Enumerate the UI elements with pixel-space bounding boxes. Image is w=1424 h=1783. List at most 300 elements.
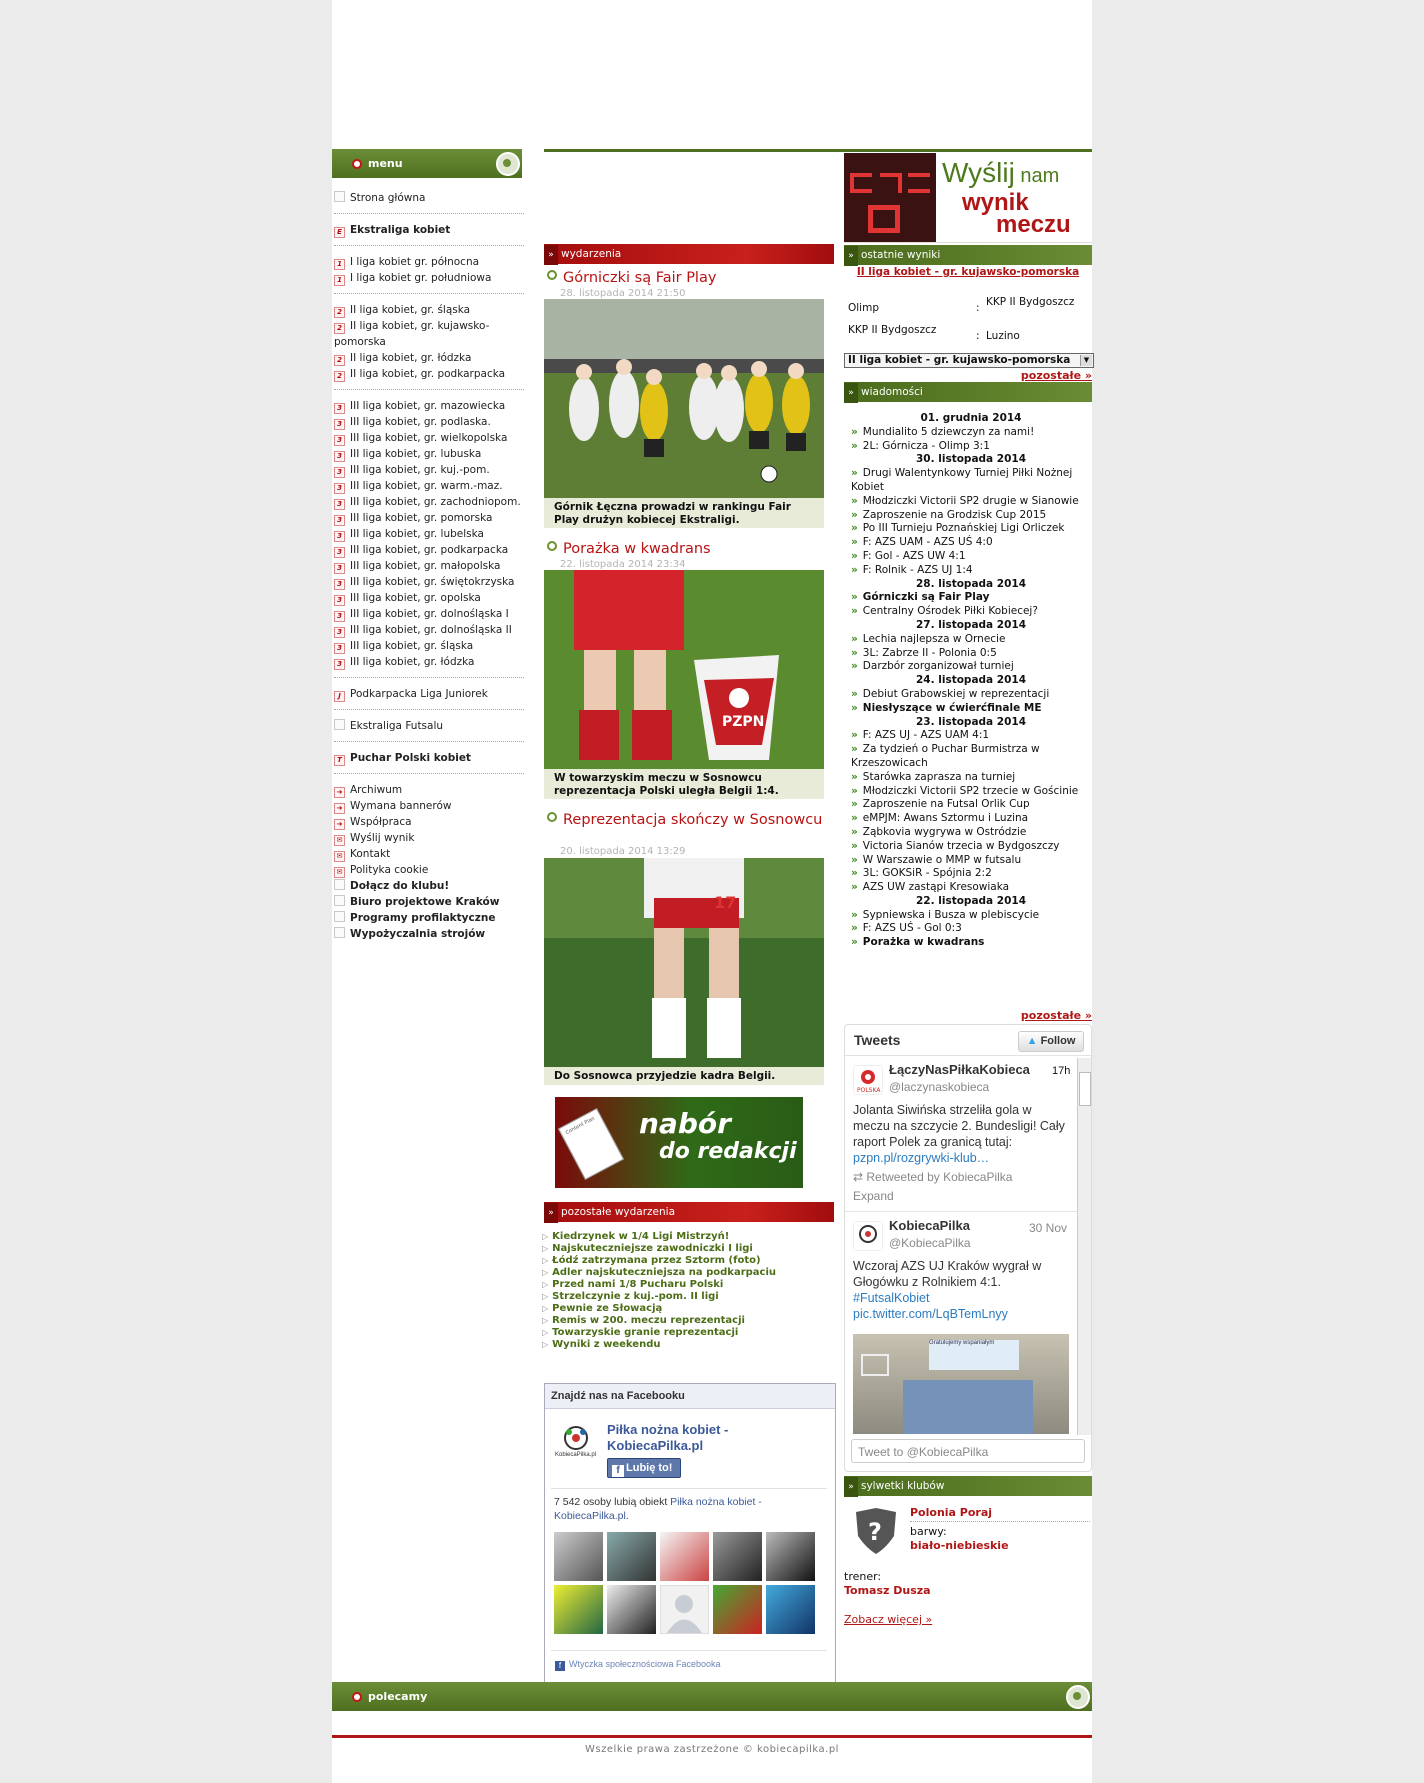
league-1-icon: 1	[334, 259, 345, 270]
kobiecapilka-logo: KobiecaPilka.pl	[557, 1422, 595, 1464]
other-event-link[interactable]: ▷ Wyniki z weekendu	[542, 1339, 776, 1351]
tweet-handle[interactable]: @KobiecaPilka	[889, 1236, 971, 1250]
news-link[interactable]: » Victoria Sianów trzecia w Bydgoszczy	[851, 840, 1091, 854]
event-image-2[interactable]	[544, 570, 824, 769]
news-link[interactable]: » W Warszawie o MMP w futsalu	[851, 854, 1091, 868]
tweet-text	[853, 1102, 1069, 1166]
news-link[interactable]: » Zaproszenie na Grodzisk Cup 2015	[851, 509, 1091, 523]
news-header: » wiadomości	[844, 382, 1092, 402]
divider	[544, 149, 1092, 152]
news-link[interactable]: » Górniczki są Fair Play	[851, 591, 1091, 605]
league-3-icon: 3	[334, 419, 345, 430]
facebook-like-label: Lubię to!	[626, 1462, 673, 1474]
page-icon	[334, 191, 345, 202]
news-link[interactable]: » F: AZS UŚ - Gol 0:3	[851, 922, 1091, 936]
league-2-icon: 2	[334, 371, 345, 382]
club-name[interactable]: Polonia Poraj	[910, 1506, 993, 1519]
bullet-icon	[352, 1692, 362, 1702]
facebook-header: Znajdź nas na Facebooku	[545, 1384, 835, 1409]
banner-line-1: nabór	[639, 1107, 731, 1140]
menu-item[interactable]	[334, 190, 524, 206]
menu-item[interactable]	[334, 558, 524, 574]
results-header: » ostatnie wyniki	[844, 245, 1092, 265]
fan-avatar[interactable]	[660, 1585, 709, 1634]
scroll-thumb[interactable]	[1079, 1072, 1091, 1106]
tweet-expand-link[interactable]: Expand	[853, 1189, 894, 1203]
news-header-label: wiadomości	[861, 386, 923, 398]
league-3-icon: 3	[334, 467, 345, 478]
menu-item[interactable]	[334, 222, 524, 238]
menu-item[interactable]	[334, 926, 524, 942]
news-link[interactable]: » Młodziczki Victorii SP2 trzecie w Gościnie	[851, 785, 1091, 799]
facebook-f-icon: f	[612, 1465, 624, 1477]
led-scoreboard-icon	[844, 153, 936, 242]
menu-item[interactable]	[334, 894, 524, 910]
menu-item[interactable]	[334, 750, 524, 766]
menu-item-label: Ekstraliga kobiet	[350, 224, 451, 236]
menu-item[interactable]	[334, 462, 524, 478]
count-suffix: .	[625, 1510, 629, 1522]
news-date: 01. grudnia 2014	[920, 412, 1022, 424]
event-title-text: Górniczki są Fair Play	[563, 270, 717, 286]
results-header-label: ostatnie wyniki	[861, 249, 941, 261]
news-link[interactable]: » Starówka zaprasza na turniej	[851, 771, 1091, 785]
league-1-icon: 1	[334, 275, 345, 286]
svg-text:17: 17	[714, 893, 737, 912]
fans-grid	[554, 1532, 830, 1636]
event-title-text: Reprezentacja skończy w Sosnowcu	[563, 812, 823, 828]
menu-item[interactable]	[334, 686, 524, 702]
news-link[interactable]: » Debiut Grabowskiej w reprezentacji	[851, 688, 1091, 702]
page-icon	[334, 895, 345, 906]
fan-avatar[interactable]	[554, 1532, 603, 1581]
footer-line	[332, 1735, 1092, 1738]
news-link[interactable]: » Za tydzień o Puchar Burmistrza w Krzeszowicach	[851, 743, 1091, 771]
divider	[334, 677, 524, 678]
chevron-down-icon: ▼	[1080, 355, 1092, 366]
other-event-link[interactable]: ▷ Łódź zatrzymana przez Sztorm (foto)	[542, 1255, 776, 1267]
fan-avatar[interactable]	[713, 1532, 762, 1581]
result-home: KKP II Bydgoszcz	[848, 324, 937, 336]
menu-item-label: Dołącz do klubu!	[350, 880, 450, 892]
tweet-hashtag[interactable]: #FutsalKobiet	[853, 1291, 930, 1305]
league-3-icon: 3	[334, 515, 345, 526]
menu-item[interactable]	[334, 782, 524, 798]
menu-item-label: Puchar Polski kobiet	[350, 752, 471, 764]
league-3-icon: 3	[334, 403, 345, 414]
send-result-banner[interactable]	[844, 153, 1092, 243]
tweet-time[interactable]: 30 Nov	[1029, 1221, 1068, 1235]
players-photo	[544, 299, 824, 498]
tweet-link[interactable]: pzpn.pl/rozgrywki-klub…	[853, 1151, 990, 1165]
book-icon: Content Plan	[558, 1108, 624, 1180]
menu-item[interactable]	[334, 542, 524, 558]
fan-avatar[interactable]	[554, 1585, 603, 1634]
news-link[interactable]: » Porażka w kwadrans	[851, 936, 1091, 950]
tweet-photo[interactable]	[853, 1334, 1069, 1434]
events-header-label: wydarzenia	[561, 248, 622, 260]
result-away: KKP II Bydgoszcz	[986, 296, 1075, 308]
news-date: 27. listopada 2014	[915, 618, 1027, 631]
news-link[interactable]: » Mundialito 5 dziewczyn za nami!	[851, 426, 1091, 440]
event-title-3[interactable]	[547, 812, 827, 829]
menu-item-label: III liga kobiet, gr. podkarpacka	[350, 544, 509, 556]
menu-item-label: Polityka cookie	[350, 864, 429, 876]
club-crest-icon[interactable]	[854, 1508, 898, 1554]
menu-item-label: Podkarpacka Liga Juniorek	[350, 688, 488, 700]
other-event-link[interactable]: ▷ Remis w 200. meczu reprezentacji	[542, 1315, 776, 1327]
menu-item[interactable]	[334, 446, 524, 462]
tweet-time[interactable]: 17h	[1052, 1065, 1071, 1077]
event-image-3[interactable]	[544, 858, 824, 1067]
menu-item-label: III liga kobiet, gr. pomorska	[350, 512, 493, 524]
follow-label: Follow	[1040, 1035, 1076, 1047]
menu-item-label: Kontakt	[350, 848, 391, 860]
league-3-icon: 3	[334, 435, 345, 446]
arrow-icon: ➜	[334, 803, 345, 814]
menu-item-label: I liga kobiet gr. północna	[350, 256, 480, 268]
twitter-scrollbar[interactable]	[1077, 1058, 1091, 1435]
other-event-link[interactable]: ▷ Strzelczynie z kuj.-pom. II ligi	[542, 1291, 776, 1303]
menu-item[interactable]	[334, 526, 524, 542]
result-sep: :	[976, 330, 980, 342]
facebook-likes-count	[554, 1495, 824, 1523]
league-3-icon: 3	[334, 611, 345, 622]
menu-item[interactable]	[334, 430, 524, 446]
count-prefix: 7 542 osoby lubią obiekt	[554, 1496, 671, 1508]
tweet-handle[interactable]: @laczynaskobieca	[889, 1080, 990, 1094]
menu-item-label: III liga kobiet, gr. dolnośląska I	[350, 608, 509, 620]
menu-item-label: III liga kobiet, gr. zachodniopom.	[350, 496, 521, 508]
menu-item-label: III liga kobiet, gr. podlaska.	[350, 416, 491, 428]
menu-item[interactable]	[334, 414, 524, 430]
event-date-3: 20. listopada 2014 13:29	[560, 846, 686, 857]
recruitment-banner[interactable]	[555, 1097, 803, 1188]
menu-header	[332, 149, 522, 178]
league-2-icon: 2	[334, 323, 345, 334]
news-date: 23. listopada 2014	[915, 715, 1027, 728]
menu-item[interactable]	[334, 590, 524, 606]
news-date: 28. listopada 2014	[915, 577, 1027, 590]
divider	[334, 213, 524, 214]
menu-item-label: I liga kobiet gr. południowa	[350, 272, 492, 284]
arrow-icon: ➜	[334, 787, 345, 798]
menu-item[interactable]	[334, 270, 524, 286]
menu-item-label: III liga kobiet, gr. małopolska	[350, 560, 501, 572]
facebook-f-icon: f	[555, 1661, 565, 1671]
divider	[551, 1650, 827, 1651]
menu-item-label: III liga kobiet, gr. wielkopolska	[350, 432, 508, 444]
menu-item[interactable]	[334, 574, 524, 590]
banner-meczu-word: meczu	[996, 211, 1071, 238]
divider	[551, 1488, 827, 1489]
twitter-follow-button[interactable]	[1018, 1031, 1084, 1052]
tweet-author[interactable]: ŁączyNasPiłkaKobieca	[889, 1062, 1030, 1077]
menu-item[interactable]	[334, 814, 524, 830]
svg-text:?: ?	[868, 1518, 882, 1546]
league-3-icon: 3	[334, 659, 345, 670]
menu-item-label: Programy profilaktyczne	[350, 912, 496, 924]
menu-item-label: Strona główna	[350, 192, 426, 204]
tweet-body: Jolanta Siwińska strzeliła gola w meczu na szczycie 2. Bundesligi! Cały raport Polek za granicą tutaj:	[853, 1103, 1065, 1149]
player-photo	[544, 858, 824, 1067]
event-title-text: Porażka w kwadrans	[563, 541, 711, 557]
page-icon	[334, 719, 345, 730]
footer-text: Wszelkie prawa zastrzeżone © kobiecapilka.pl	[585, 1744, 839, 1755]
divider	[334, 741, 524, 742]
line1b: nam	[1020, 165, 1060, 187]
other-event-link[interactable]: ▷ Adler najskuteczniejsza na podkarpaciu	[542, 1267, 776, 1279]
league-3-icon: 3	[334, 643, 345, 654]
tweet-body: Wczoraj AZS UJ Kraków wygrał w Głogówku z Rolnikiem 4:1.	[853, 1259, 1042, 1289]
divider	[334, 245, 524, 246]
pennant-photo	[544, 570, 824, 769]
twitter-title: Tweets	[854, 1032, 901, 1048]
arrow-icon: ➜	[334, 819, 345, 830]
menu-item[interactable]	[334, 862, 524, 878]
mail-icon: ✉	[334, 867, 345, 878]
fan-avatar[interactable]	[766, 1585, 815, 1634]
menu-item-label: III liga kobiet, gr. opolska	[350, 592, 481, 604]
league-3-icon: 3	[334, 499, 345, 510]
svg-text:POLSKA: POLSKA	[857, 1087, 881, 1094]
league-3-icon: 3	[334, 579, 345, 590]
club-header: » sylwetki klubów	[844, 1476, 1092, 1496]
menu-item[interactable]	[334, 494, 524, 510]
menu-item[interactable]	[334, 910, 524, 926]
facebook-page-name[interactable]: Piłka nożna kobiet - KobiecaPilka.pl	[607, 1422, 729, 1453]
divider	[334, 293, 524, 294]
twitter-bird-icon: ▲	[1026, 1035, 1041, 1047]
news-more-link[interactable]: pozostałe »	[1020, 1009, 1092, 1022]
menu-item-label: II liga kobiet, gr. kujawsko-pomorska	[334, 320, 490, 348]
other-event-link[interactable]: ▷ Najskuteczniejsze zawodniczki I ligi	[542, 1243, 776, 1255]
menu-item[interactable]	[334, 350, 524, 366]
menu-item[interactable]	[334, 254, 524, 270]
tweet-author[interactable]: KobiecaPilka	[889, 1218, 970, 1233]
league-3-icon: 3	[334, 563, 345, 574]
bullet-icon	[547, 541, 557, 551]
swirl-icon	[1066, 1685, 1090, 1709]
menu-item[interactable]	[334, 798, 524, 814]
news-link[interactable]: » eMPJM: Awans Sztormu i Luzina	[851, 812, 1091, 826]
menu-item-label: II liga kobiet, gr. śląska	[350, 304, 471, 316]
menu-item-label: Współpraca	[350, 816, 412, 828]
fan-avatar[interactable]	[607, 1585, 656, 1634]
event-title-1[interactable]	[547, 270, 716, 286]
menu-item-label: II liga kobiet, gr. łódzka	[350, 352, 472, 364]
result-sep: :	[976, 302, 980, 314]
recommended-title: polecamy	[368, 1690, 428, 1703]
league-E-icon: E	[334, 227, 345, 238]
league-select[interactable]	[844, 353, 1094, 368]
divider	[334, 773, 524, 774]
league-3-icon: 3	[334, 483, 345, 494]
tweet-retweet	[853, 1170, 1012, 1184]
news-link[interactable]: » F: AZS UJ - AZS UAM 4:1	[851, 729, 1091, 743]
other-event-link[interactable]: ▷ Towarzyskie granie reprezentacji	[542, 1327, 776, 1339]
facebook-like-button[interactable]	[607, 1458, 681, 1478]
menu-item-label: III liga kobiet, gr. świętokrzyska	[350, 576, 515, 588]
menu-item-label: II liga kobiet, gr. podkarpacka	[350, 368, 506, 380]
menu-item[interactable]	[334, 398, 524, 414]
club-colors-label: barwy:	[910, 1525, 947, 1538]
league-3-icon: 3	[334, 627, 345, 638]
menu-item-label: Wypożyczalnia strojów	[350, 928, 486, 940]
news-link[interactable]: » Po III Turnieju Poznańskiej Ligi Orliczek	[851, 522, 1091, 536]
svg-text:PZPN: PZPN	[722, 714, 765, 730]
other-events-list	[542, 1231, 776, 1351]
event-image-1[interactable]	[544, 299, 824, 498]
news-link[interactable]: » Młodziczki Victorii SP2 drugie w Sianowie	[851, 495, 1091, 509]
menu-item-label: III liga kobiet, gr. dolnośląska II	[350, 624, 512, 636]
line1: Wyślij	[942, 157, 1015, 188]
page-icon	[334, 911, 345, 922]
menu-item[interactable]	[334, 718, 524, 734]
club-more-link[interactable]: Zobacz więcej »	[844, 1613, 933, 1626]
club-header-label: sylwetki klubów	[861, 1480, 945, 1492]
facebook-plugin-footer[interactable]	[555, 1659, 721, 1671]
news-link[interactable]: » Sypniewska i Busza w plebiscycie	[851, 909, 1091, 923]
news-link[interactable]: » 3L: Zabrze II - Polonia 0:5	[851, 647, 1091, 661]
divider	[910, 1521, 1090, 1522]
news-link[interactable]: » Lechia najlepsza w Ornecie	[851, 633, 1091, 647]
facebook-box	[544, 1383, 836, 1685]
menu-item-label: III liga kobiet, gr. lubuska	[350, 448, 482, 460]
banner-line-2: do redakcji	[659, 1139, 797, 1164]
count-link[interactable]: Piłka nożna kobiet - KobiecaPilka.pl	[554, 1496, 762, 1522]
photo-sign: Gratulujemy wspaniałym	[929, 1340, 1019, 1370]
divider	[334, 709, 524, 710]
other-events-label: pozostałe wydarzenia	[561, 1206, 676, 1218]
news-link[interactable]: » 2L: Górnicza - Olimp 3:1	[851, 440, 1091, 454]
menu-item-label: III liga kobiet, gr. łódzka	[350, 656, 475, 668]
page-container	[332, 0, 1092, 1783]
menu-item-label: Archiwum	[350, 784, 403, 796]
event-caption-2: W towarzyskim meczu w Sosnowcu reprezentacja Polski uległa Belgii 1:4.	[544, 769, 824, 799]
fan-avatar[interactable]	[766, 1532, 815, 1581]
menu-item-label: Ekstraliga Futsalu	[350, 720, 444, 732]
menu-item[interactable]	[334, 622, 524, 638]
menu-item-label: Wyślij wynik	[350, 832, 415, 844]
menu-item[interactable]	[334, 318, 524, 350]
menu-item[interactable]	[334, 478, 524, 494]
news-date: 24. listopada 2014	[915, 674, 1027, 687]
event-date-1: 28. listopada 2014 21:50	[560, 288, 686, 299]
news-date: 30. listopada 2014	[915, 453, 1027, 466]
mail-icon: ✉	[334, 851, 345, 862]
avatar[interactable]	[853, 1221, 883, 1251]
other-event-link[interactable]: ▷ Przed nami 1/8 Pucharu Polski	[542, 1279, 776, 1291]
menu-item-label: Wymana bannerów	[350, 800, 452, 812]
club-coach-label: trener:	[844, 1570, 882, 1583]
menu-item-label: III liga kobiet, gr. mazowiecka	[350, 400, 506, 412]
news-link[interactable]: » F: AZS UAM - AZS UŚ 4:0	[851, 536, 1091, 550]
news-link[interactable]: » Ząbkovia wygrywa w Ostródzie	[851, 826, 1091, 840]
menu-item[interactable]	[334, 638, 524, 654]
news-link[interactable]: » 3L: GOKSiR - Spójnia 2:2	[851, 867, 1091, 881]
event-caption-3: Do Sosnowca przyjedzie kadra Belgii.	[544, 1067, 824, 1085]
swirl-icon	[496, 152, 520, 176]
news-link[interactable]: » Niesłyszące w ćwierćfinale ME	[851, 702, 1091, 716]
menu-item-label: III liga kobiet, gr. kuj.-pom.	[350, 464, 490, 476]
menu-item[interactable]	[334, 606, 524, 622]
other-events-header: » pozostałe wydarzenia	[544, 1202, 834, 1222]
league-2-icon: 2	[334, 307, 345, 318]
league-3-icon: 3	[334, 531, 345, 542]
league-3-icon: 3	[334, 595, 345, 606]
menu-title: menu	[368, 157, 403, 170]
bullet-icon	[352, 159, 362, 169]
divider	[845, 1211, 1077, 1212]
left-menu	[334, 190, 524, 942]
tweet-compose-input[interactable]: Tweet to @KobiecaPilka	[851, 1439, 1085, 1463]
trophy-icon: T	[334, 755, 345, 766]
event-date-2: 22. listopada 2014 23:34	[560, 559, 686, 570]
news-date: 22. listopada 2014	[915, 894, 1027, 907]
menu-item[interactable]	[334, 830, 524, 846]
menu-item-label: Biuro projektowe Kraków	[350, 896, 500, 908]
league-3-icon: 3	[334, 547, 345, 558]
menu-item[interactable]	[334, 366, 524, 382]
select-value: II liga kobiet - gr. kujawsko-pomorska	[848, 354, 1071, 366]
mail-icon: ✉	[334, 835, 345, 846]
divider	[334, 389, 524, 390]
menu-item[interactable]	[334, 846, 524, 862]
league-J-icon: J	[334, 691, 345, 702]
avatar[interactable]	[853, 1065, 883, 1095]
menu-item[interactable]	[334, 302, 524, 318]
fan-avatar[interactable]	[607, 1532, 656, 1581]
result-away: Luzino	[986, 330, 1020, 342]
footer-label: Wtyczka społecznościowa Facebooka	[569, 1659, 721, 1669]
news-link[interactable]: » Zaproszenie na Futsal Orlik Cup	[851, 798, 1091, 812]
news-link[interactable]: » Drugi Walentynkowy Turniej Piłki Nożnej Kobiet	[851, 467, 1091, 495]
other-event-link[interactable]: ▷ Pewnie ze Słowacją	[542, 1303, 776, 1315]
bullet-icon	[547, 270, 557, 280]
page-icon	[334, 879, 345, 890]
tweet-link[interactable]: pic.twitter.com/LqBTemLnyy	[853, 1307, 1008, 1321]
news-link[interactable]: » Darzbór zorganizował turniej	[851, 660, 1091, 674]
retweet-label: Retweeted by KobiecaPilka	[866, 1170, 1013, 1184]
results-league-link[interactable]: II liga kobiet - gr. kujawsko-pomorska	[856, 266, 1080, 278]
fan-avatar[interactable]	[660, 1532, 709, 1581]
menu-item-label: III liga kobiet, gr. warm.-maz.	[350, 480, 503, 492]
menu-item[interactable]	[334, 654, 524, 670]
tweet-text	[853, 1258, 1069, 1322]
event-title-2[interactable]	[547, 541, 711, 557]
twitter-widget	[844, 1024, 1092, 1472]
league-2-icon: 2	[334, 355, 345, 366]
result-home: Olimp	[848, 302, 879, 314]
club-colors: biało-niebieskie	[910, 1539, 1009, 1552]
results-more-link[interactable]: pozostałe »	[1020, 369, 1092, 382]
news-link[interactable]: » F: Rolnik - AZS UJ 1:4	[851, 564, 1091, 578]
league-3-icon: 3	[334, 451, 345, 462]
fan-avatar[interactable]	[713, 1585, 762, 1634]
retweet-icon: ⇄	[853, 1170, 867, 1184]
page-icon	[334, 927, 345, 938]
other-event-link[interactable]: ▷ Kiedrzynek w 1/4 Ligi Mistrzyń!	[542, 1231, 776, 1243]
menu-item[interactable]	[334, 510, 524, 526]
menu-item[interactable]	[334, 878, 524, 894]
news-link[interactable]: » F: Gol - AZS UW 4:1	[851, 550, 1091, 564]
news-link[interactable]: » AZS UW zastąpi Kresowiaka	[851, 881, 1091, 895]
menu-item-label: III liga kobiet, gr. lubelska	[350, 528, 484, 540]
news-link[interactable]: » Centralny Ośrodek Piłki Kobiecej?	[851, 605, 1091, 619]
events-header: » wydarzenia	[544, 244, 834, 264]
club-coach: Tomasz Dusza	[844, 1584, 931, 1597]
